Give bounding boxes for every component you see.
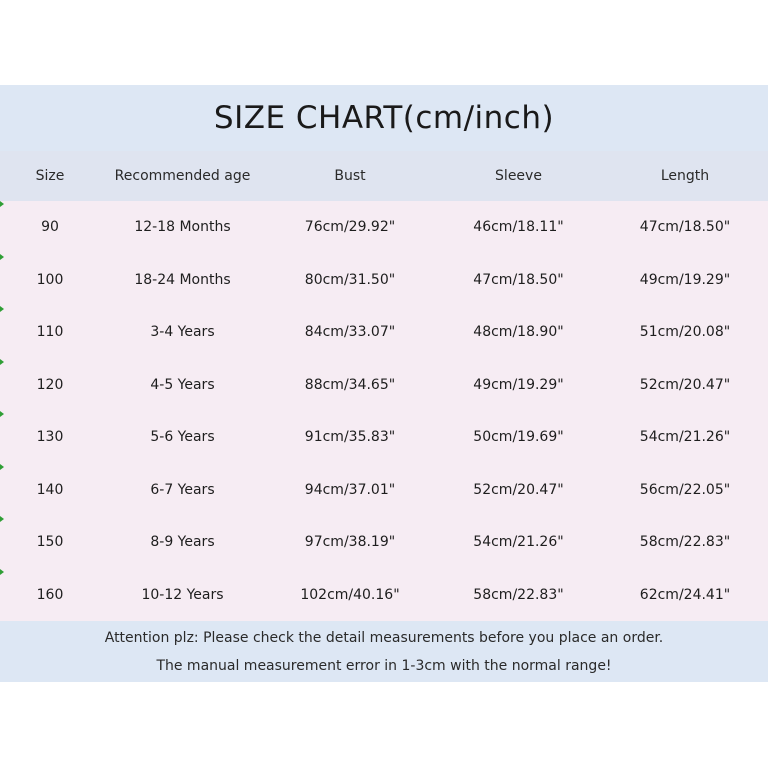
cell-bust: 102cm/40.16" — [300, 586, 400, 603]
cell-sleeve: 48cm/18.90" — [473, 324, 564, 341]
attention-footer — [0, 621, 768, 682]
row-marker-icon — [0, 411, 4, 417]
cell-length: 51cm/20.08" — [639, 324, 731, 341]
cell-bust: 91cm/35.83" — [304, 429, 396, 446]
title-bar — [0, 85, 768, 151]
header-size: Size — [35, 168, 65, 184]
table-header-row — [0, 151, 768, 201]
row-marker-icon — [0, 254, 4, 260]
cell-bust: 76cm/29.92" — [304, 219, 396, 236]
row-marker-icon — [0, 516, 4, 522]
table-row — [0, 201, 768, 254]
cell-sleeve: 54cm/21.26" — [473, 534, 564, 551]
header-recommended-age: Recommended age — [114, 168, 251, 184]
cell-bust: 88cm/34.65" — [304, 376, 396, 393]
table-row — [0, 464, 768, 517]
cell-length: 58cm/22.83" — [639, 534, 731, 551]
cell-size: 100 — [36, 271, 64, 288]
row-marker-icon — [0, 306, 4, 312]
header-sleeve: Sleeve — [495, 168, 542, 184]
cell-sleeve: 49cm/19.29" — [473, 376, 564, 393]
table-row — [0, 569, 768, 622]
cell-sleeve: 50cm/19.69" — [473, 429, 564, 446]
table-row — [0, 254, 768, 307]
cell-size: 110 — [36, 324, 64, 341]
cell-bust: 97cm/38.19" — [304, 534, 396, 551]
cell-size: 160 — [36, 586, 64, 603]
cell-bust: 84cm/33.07" — [304, 324, 396, 341]
row-marker-icon — [0, 359, 4, 365]
table-row — [0, 359, 768, 412]
cell-length: 54cm/21.26" — [639, 429, 731, 446]
header-bust: Bust — [334, 168, 366, 184]
cell-sleeve: 58cm/22.83" — [473, 586, 564, 603]
cell-size: 90 — [41, 219, 59, 236]
cell-length: 62cm/24.41" — [639, 586, 731, 603]
row-marker-icon — [0, 201, 4, 207]
cell-age: 8-9 Years — [150, 534, 215, 551]
cell-bust: 80cm/31.50" — [304, 271, 396, 288]
cell-age: 18-24 Months — [134, 271, 231, 288]
table-row — [0, 516, 768, 569]
cell-size: 130 — [36, 429, 64, 446]
measurement-error-note: The manual measurement error in 1-3cm with the normal range! — [156, 657, 612, 674]
cell-length: 52cm/20.47" — [639, 376, 731, 393]
table-row — [0, 411, 768, 464]
cell-size: 140 — [36, 481, 64, 498]
row-marker-icon — [0, 569, 4, 575]
cell-sleeve: 47cm/18.50" — [473, 271, 564, 288]
header-length: Length — [660, 168, 710, 184]
cell-age: 6-7 Years — [150, 481, 215, 498]
cell-length: 47cm/18.50" — [639, 219, 731, 236]
cell-age: 4-5 Years — [150, 376, 215, 393]
cell-bust: 94cm/37.01" — [304, 481, 396, 498]
cell-sleeve: 52cm/20.47" — [473, 481, 564, 498]
cell-age: 3-4 Years — [150, 324, 215, 341]
chart-title: SIZE CHART(cm/inch) — [213, 100, 555, 136]
cell-age: 10-12 Years — [141, 586, 224, 603]
table-body — [0, 201, 768, 621]
attention-note: Attention plz: Please check the detail measurements before you place an order. — [104, 629, 664, 646]
row-marker-icon — [0, 464, 4, 470]
table-row — [0, 306, 768, 359]
size-chart — [0, 85, 768, 682]
cell-size: 120 — [36, 376, 64, 393]
cell-size: 150 — [36, 534, 64, 551]
cell-length: 49cm/19.29" — [639, 271, 731, 288]
cell-sleeve: 46cm/18.11" — [473, 219, 564, 236]
cell-age: 12-18 Months — [134, 219, 231, 236]
cell-age: 5-6 Years — [150, 429, 215, 446]
cell-length: 56cm/22.05" — [639, 481, 731, 498]
